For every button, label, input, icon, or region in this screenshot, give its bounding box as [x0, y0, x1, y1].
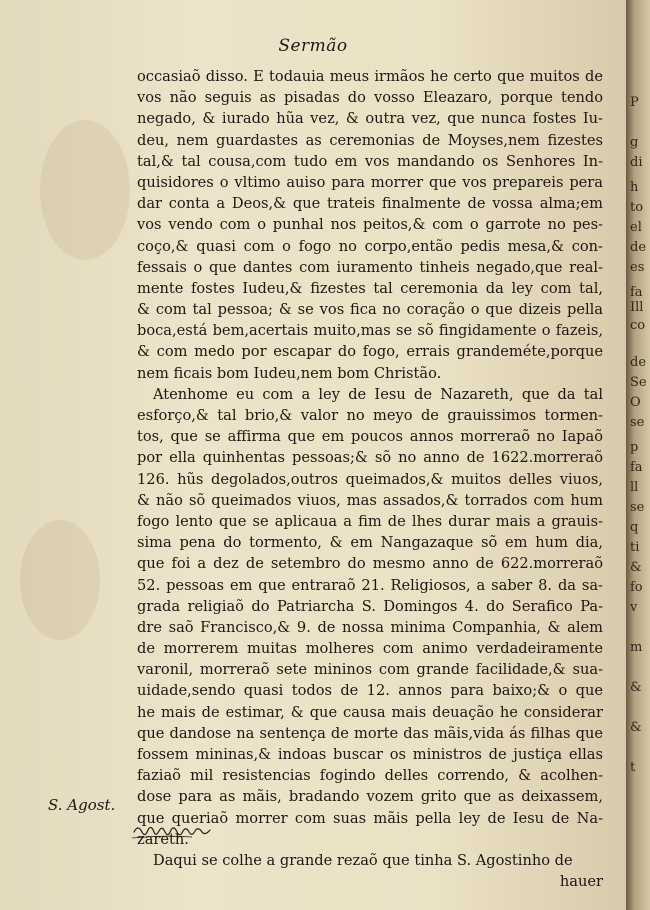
text-line: esforço,& tal brio,& valor no meyo de grauissimos tormen- — [137, 407, 603, 424]
adjacent-page-fragment: se — [630, 500, 645, 515]
adjacent-page-fragment: & — [630, 680, 642, 695]
text-line: que foi a dez de setembro do mesmo anno de 622.morreraõ — [137, 555, 603, 573]
text-line: Daqui se colhe a grande rezaõ que tinha S. Agostinho de — [153, 851, 573, 869]
text-line: dar conta a Deos,& que trateis finalmente de vossa alma;em — [137, 195, 603, 213]
text-line: deu, nem guardastes as ceremonias de Moyses,nem fizestes — [137, 131, 603, 149]
text-line: 52. pessoas em que entraraõ 21. Religiosos, a saber 8. da sa- — [137, 576, 603, 594]
adjacent-page-fragment: ll — [630, 480, 639, 495]
catchword: hauer — [559, 873, 603, 891]
text-line: coço,& quasi com o fogo no corpo,então pedis mesa,& con- — [137, 237, 603, 255]
text-line: sima pena do tormento, & em Nangazaque sõ em hum dia, — [137, 534, 603, 552]
text-line: negado, & iurado hũa vez, & outra vez, que nunca fostes Iu- — [137, 110, 603, 128]
adjacent-page-fragment: m — [630, 640, 643, 655]
adjacent-page-fragment: fo — [630, 580, 643, 595]
text-line: varonil, morreraõ sete mininos com grande facilidade,& sua- — [137, 661, 603, 679]
adjacent-page-fragment: h — [630, 180, 639, 195]
adjacent-page-edge — [626, 0, 650, 910]
adjacent-page-fragment: q — [630, 520, 639, 535]
text-line: zareth. — [137, 830, 189, 848]
text-line: 126. hũs degolados,outros queimados,& muitos delles viuos, — [137, 470, 603, 488]
text-line: tos, que se affirma que em poucos annos morreraõ no Iapaõ — [137, 428, 603, 446]
text-line: mente fostes Iudeu,& fizestes tal ceremonia da ley com tal, — [137, 279, 603, 297]
text-line: por ella quinhentas pessoas;& sõ no anno de 1622.morreraõ — [137, 449, 603, 467]
text-line: & não sõ queimados viuos, mas assados,& torrados com hum — [137, 491, 603, 509]
text-line: faziaõ mil resistencias fogindo delles correndo, & acolhen- — [137, 767, 603, 785]
text-line: fogo lento que se aplicaua a fim de lhes durar mais a grauis- — [137, 512, 603, 530]
adjacent-page-fragment: & — [630, 720, 642, 735]
adjacent-page-fragment: co — [630, 318, 646, 333]
text-line: & com medo por escapar do fogo, errais grandeméte,porque — [137, 343, 603, 361]
adjacent-page-fragment: Se — [630, 375, 647, 390]
margin-note: S. Agost. — [48, 796, 116, 814]
adjacent-page-fragment: g — [630, 135, 639, 150]
adjacent-page-fragment: di — [630, 155, 643, 170]
text-line: vos vendo com o punhal nos peitos,& com o garrote no pes- — [137, 216, 603, 234]
adjacent-page-fragment: de — [630, 355, 647, 370]
text-line: quisidores o vltimo auiso para morrer que vos prepareis pera — [137, 173, 603, 191]
adjacent-page-fragment: Ill — [630, 300, 644, 315]
handwritten-marginalia — [130, 818, 230, 842]
text-line: fessais o que dantes com iuramento tinheis negado,que real- — [137, 258, 603, 276]
adjacent-page-fragment: de — [630, 240, 647, 255]
text-line: dose para as mãis, bradando vozem grito que as deixassem, — [137, 788, 603, 806]
text-line: occasiaõ disso. E todauia meus irmãos he certo que muitos de — [137, 68, 603, 85]
adjacent-page-fragment: fa — [630, 285, 643, 300]
text-line: vos não seguis as pisadas do vosso Eleazaro, porque tendo — [137, 89, 603, 107]
adjacent-page-fragment: P — [630, 95, 639, 110]
adjacent-page-fragment: v — [630, 600, 638, 615]
running-head: Sermão — [278, 36, 348, 56]
adjacent-page-fragment: p — [630, 440, 639, 455]
adjacent-page-fragment: fa — [630, 460, 643, 475]
text-line: que queriaõ morrer com suas mãis pella ley de Iesu de Na- — [137, 809, 603, 827]
adjacent-page-fragment: ti — [630, 540, 640, 555]
text-line: boca,está bem,acertais muito,mas se sõ fingidamente o fazeis, — [137, 322, 603, 340]
text-line: nem ficais bom Iudeu,nem bom Christão. — [137, 364, 442, 382]
adjacent-page-fragment: O — [630, 395, 641, 410]
paper-stain — [40, 120, 130, 260]
text-line: que dandose na sentença de morte das mãis,vida ás filhas que — [137, 724, 603, 742]
adjacent-page-fragment: & — [630, 560, 642, 575]
adjacent-page-fragment: to — [630, 200, 644, 215]
adjacent-page-fragment: es — [630, 260, 645, 275]
text-line: grada religiaõ do Patriarcha S. Domingos 4. do Serafico Pa- — [137, 597, 603, 615]
adjacent-page-fragment: t — [630, 760, 636, 775]
adjacent-page-fragment: el — [630, 220, 642, 235]
adjacent-page-fragment: se — [630, 415, 645, 430]
text-line: tal,& tal cousa,com tudo em vos mandando os Senhores In- — [137, 152, 603, 170]
text-line: uidade,sendo quasi todos de 12. annos para baixo;& o que — [137, 682, 603, 700]
text-line: de morrerem muitas molheres com animo verdadeiramente — [137, 640, 603, 658]
paper-stain — [20, 520, 100, 640]
text-line: Atenhome eu com a ley de Iesu de Nazareth, que da tal — [153, 385, 603, 403]
text-line: dre saõ Francisco,& 9. de nossa minima Companhia, & alem — [137, 618, 603, 636]
text-line: he mais de estimar, & que causa mais deuação he considerar — [137, 703, 603, 721]
text-line: fossem mininas,& indoas buscar os ministros de justiça ellas — [137, 746, 603, 763]
body-text — [137, 66, 603, 892]
text-line: & com tal pessoa; & se vos fica no coração o que dizeis pella — [137, 301, 603, 319]
